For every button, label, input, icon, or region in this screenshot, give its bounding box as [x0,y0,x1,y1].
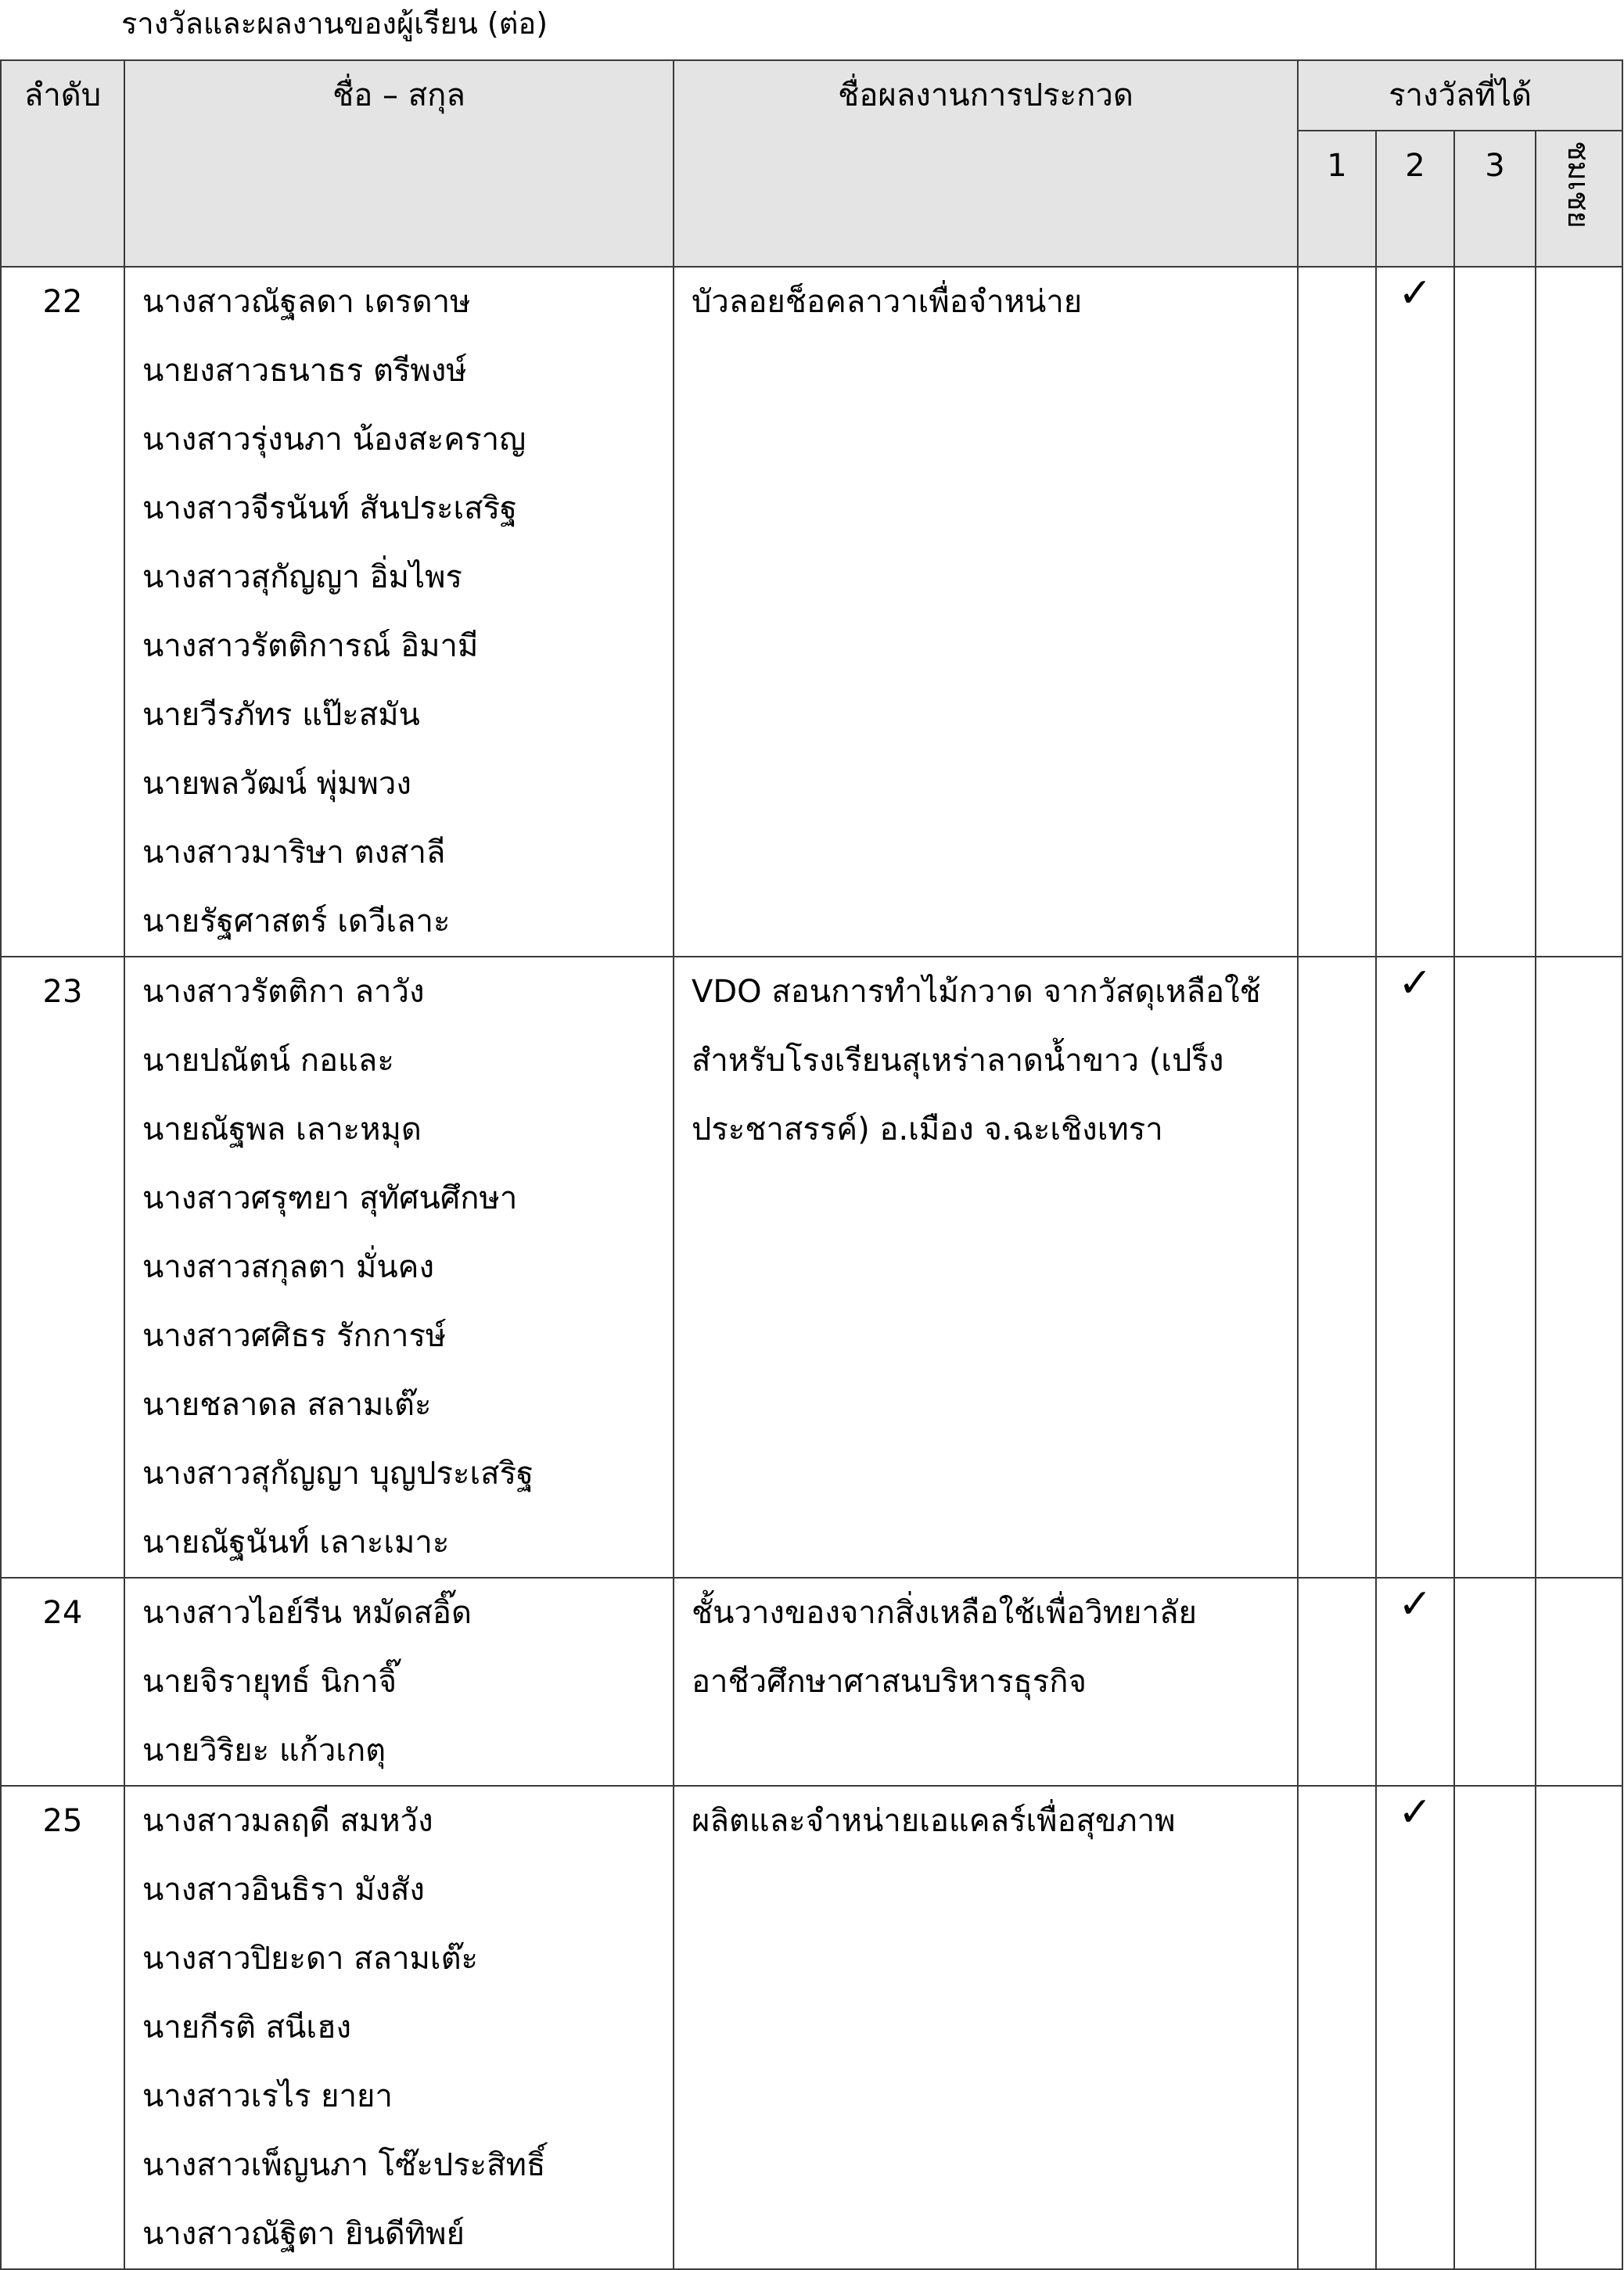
cell-work-title [674,267,1298,957]
header-award-3-label: 3 [1485,148,1505,184]
table-row [1,1578,1622,1786]
header-award-honor [1536,131,1622,267]
order-number: 23 [42,974,83,1010]
cell-award-honor [1536,1578,1622,1786]
student-name: นายวิริยะ แก้วเกตุ [142,1733,386,1769]
cell-award-1 [1298,1578,1376,1786]
page-caption: รางวัลและผลงานของผู้เรียน (ต่อ) [121,6,548,41]
cell-names [124,267,674,957]
student-name: นางสาวณัฐิตา ยินดีทิพย์ [142,2216,465,2252]
student-name: นางสาวไอย์รีน หมัดสอิ๊ด [142,1595,472,1631]
cell-award-2 [1376,957,1454,1578]
student-name: นายณัฐนันท์ เลาะเมาะ [142,1525,450,1561]
student-name: นายปณัตน์ กอและ [142,1043,394,1079]
work-title-line: VDO สอนการทำไม้กวาด จากวัสดุเหลือใช้ [692,974,1261,1010]
table-body [1,267,1622,2269]
student-name: นายวีรภัทร แป๊ะสมัน [142,697,420,733]
cell-names [124,1578,674,1786]
work-title-line: ผลิตและจำหน่ายเอแคลร์เพื่อสุขภาพ [692,1803,1176,1839]
awards-table [0,59,1623,2270]
cell-award-honor [1536,1786,1622,2269]
cell-work-title [674,1578,1298,1786]
header-award-2-label: 2 [1405,148,1425,184]
cell-award-3 [1454,1578,1536,1786]
header-award-honor-label: ชมเชย [1561,141,1597,228]
student-name: นางสาวมลฤดี สมหวัง [142,1803,433,1839]
student-name: นายรัฐศาสตร์ เดวีเลาะ [142,903,451,939]
header-order [1,60,124,267]
cell-award-3 [1454,957,1536,1578]
student-name: นางสาวรัตติกา ลาวัง [142,974,425,1010]
header-award-1 [1298,131,1376,267]
student-name: นางสาวปิยะดา สลามเต๊ะ [142,1941,479,1977]
header-name-label: ชื่อ – สกุล [332,77,465,113]
cell-award-3 [1454,1786,1536,2269]
order-number: 24 [42,1595,83,1631]
cell-work-title [674,1786,1298,2269]
cell-names [124,957,674,1578]
student-name: นายณัฐพล เลาะหมุด [142,1112,422,1148]
table-row [1,267,1622,957]
student-name: นางสาวสุกัญญา อิ่มไพร [142,559,463,595]
check-mark-icon: ✓ [1398,1789,1432,1836]
header-award-label: รางวัลที่ได้ [1389,77,1532,113]
student-name: นางสาวอินธิรา มังสัง [142,1872,425,1908]
student-name: นางสาวศศิธร รักการษ์ [142,1318,447,1354]
cell-order [1,1578,124,1786]
student-name: นางสาวรุ่งนภา น้องสะคราญ [142,422,526,458]
header-row [1,60,1622,131]
header-work-label: ชื่อผลงานการประกวด [838,77,1134,113]
cell-award-1 [1298,267,1376,957]
header-work [674,60,1298,267]
cell-award-honor [1536,267,1622,957]
student-name: นายพลวัฒน์ พุ่มพวง [142,766,411,802]
header-award-2 [1376,131,1454,267]
cell-award-2 [1376,1578,1454,1786]
header-award-1-label: 1 [1327,148,1347,184]
cell-names [124,1786,674,2269]
work-title-line: บัวลอยช็อคลาวาเพื่อจำหน่าย [692,284,1083,320]
student-name: นางสาวณัฐลดา เดรดาษ [142,284,471,320]
cell-award-2 [1376,1786,1454,2269]
cell-order [1,267,124,957]
check-mark-icon: ✓ [1398,1581,1432,1628]
cell-award-1 [1298,1786,1376,2269]
cell-award-honor [1536,957,1622,1578]
header-name [124,60,674,267]
order-number: 22 [42,284,83,320]
cell-order [1,1786,124,2269]
student-name: นางสาวสกุลตา มั่นคง [142,1249,434,1285]
student-name: นายจิรายุทธ์ นิกาจิ๊ [142,1664,397,1700]
work-title-line: ชั้นวางของจากสิ่งเหลือใช้เพื่อวิทยาลัย [692,1595,1197,1631]
student-name: นางสาวศรุฑยา สุทัศนศึกษา [142,1180,518,1216]
cell-order [1,957,124,1578]
student-name: นางสาวรัตติการณ์ อิมามี [142,628,479,664]
cell-award-1 [1298,957,1376,1578]
student-name: นายกีรติ สนีเฮง [142,2010,352,2046]
cell-work-title [674,957,1298,1578]
check-mark-icon: ✓ [1398,960,1432,1007]
table-row [1,1786,1622,2269]
student-name: นางสาวสุกัญญา บุญประเสริฐ [142,1456,534,1492]
student-name: นางสาวเพ็ญนภา โซ๊ะประสิทธิ์ [142,2147,546,2183]
work-title-line: อาชีวศึกษาศาสนบริหารธุรกิจ [692,1664,1087,1700]
student-name: นางสาวมาริษา ตงสาลี [142,835,446,871]
student-name: นางสาวเรไร ยายา [142,2078,393,2114]
header-award-3 [1454,131,1536,267]
header-order-label: ลำดับ [23,77,102,113]
student-name: นายชลาดล สลามเต๊ะ [142,1387,432,1423]
cell-award-3 [1454,267,1536,957]
cell-award-2 [1376,267,1454,957]
work-title-line: ประชาสรรค์) อ.เมือง จ.ฉะเชิงเทรา [692,1112,1163,1148]
header-award [1298,60,1622,131]
table-row [1,957,1622,1578]
student-name: นายงสาวธนาธร ตรีพงษ์ [142,353,467,389]
work-title-line: สำหรับโรงเรียนสุเหร่าลาดน้ำขาว (เปร็ง [692,1043,1224,1079]
student-name: นางสาวจีรนันท์ สันประเสริฐ [142,490,518,526]
check-mark-icon: ✓ [1398,270,1432,317]
order-number: 25 [42,1803,83,1839]
